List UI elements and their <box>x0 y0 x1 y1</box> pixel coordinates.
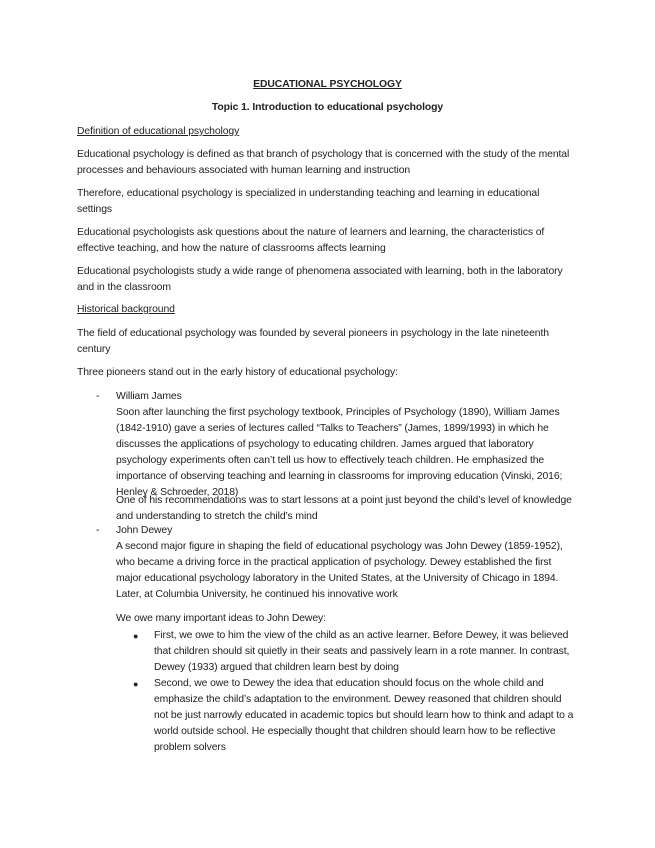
pioneer-description: Soon after launching the first psychology textbook, Principles of Psychology (1890), William James (1842-1910) gave a series of lectures called “Talks to Teachers” (James, 1899/1993) in which he discusses the applications of psychology to educating children. James argued that laboratory psychology experiments often can’t tell us how to effectively teach children. He emphasized the importance of observing teaching and learning in classrooms for improving education (Vinski, 2016; Henley & Schroeder, 2018) <box>116 407 563 498</box>
paragraph: Three pioneers stand out in the early history of educational psychology: <box>77 367 398 378</box>
pioneer-name: William James <box>116 391 182 402</box>
paragraph: The field of educational psychology was founded by several pioneers in psychology in the late nineteenth century <box>77 328 549 355</box>
topic-title: Topic 1. Introduction to educational psychology <box>211 102 444 113</box>
pioneer-intro: We owe many important ideas to John Dewey: <box>116 613 326 624</box>
pioneer-name: John Dewey <box>116 525 173 536</box>
dash-marker: - <box>96 391 100 402</box>
paragraph: Educational psychology is defined as that branch of psychology that is concerned with the study of the mental processes and behaviours associated with human learning and instruction <box>77 149 570 176</box>
bullet-text: First, we owe to him the view of the child as an active learner. Before Dewey, it was believed that children should sit quietly in their seats and passively learn in a rote manner. In contrast, Dewey (1933) argued that children learn best by doing <box>154 630 570 673</box>
dash-marker: - <box>96 525 100 536</box>
bullet-text: Second, we owe to Dewey the idea that education should focus on the whole child and emphasize the child’s adaptation to the environment. Dewey reasoned that children should not be just narrowly educated in academic topics but should learn how to think and adapt to a world outside school. He especially thought that children should learn how to be reflective problem solvers <box>154 678 574 753</box>
pioneer-recommendation: One of his recommendations was to start lessons at a point just beyond the child’s level of knowledge and understanding to stretch the child’s mind <box>116 495 572 522</box>
paragraph: Educational psychologists study a wide range of phenomena associated with learning, both in the laboratory and in the classroom <box>77 266 563 293</box>
section-heading-definition: Definition of educational psychology <box>77 126 240 137</box>
paragraph: Therefore, educational psychology is specialized in understanding teaching and learning in educational settings <box>77 188 540 215</box>
pioneer-description: A second major figure in shaping the field of educational psychology was John Dewey (1859-1952), who became a driving force in the practical application of psychology. Dewey established the first major educational psychology laboratory in the United States, at the University of Chicago in 1894. Later, at Columbia University, he continued his innovative work <box>116 541 563 600</box>
bullet-icon: ● <box>133 631 139 641</box>
paragraph: Educational psychologists ask questions about the nature of learners and learning, the characteristics of effective teaching, and how the nature of classrooms affects learning <box>77 227 545 254</box>
section-heading-historical: Historical background <box>77 304 175 315</box>
bullet-icon: ● <box>133 679 139 689</box>
document-title: EDUCATIONAL PSYCHOLOGY <box>253 79 402 90</box>
